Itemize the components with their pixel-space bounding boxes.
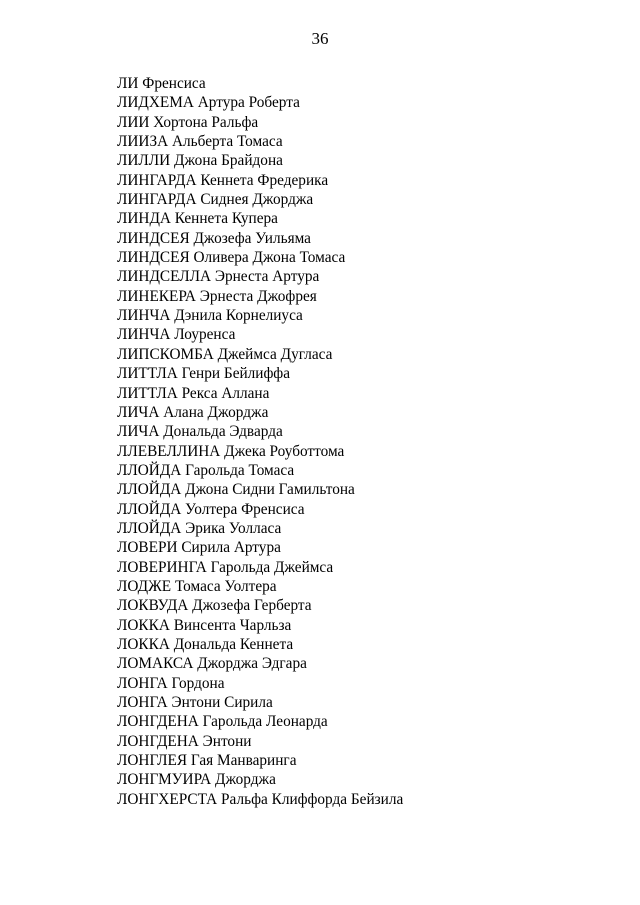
list-item: ЛОНГДЕНА Гарольда Леонарда — [117, 713, 328, 731]
list-item: ЛИЧА Алана Джорджа — [117, 403, 269, 421]
list-item: ЛОНГДЕНА Энтони — [117, 732, 252, 750]
list-item: ЛИ Френсиса — [117, 75, 206, 92]
list-item: ЛИЛЛИ Джона Брайдона — [117, 152, 283, 170]
list-item: ЛИНДА Кеннета Купера — [117, 210, 278, 228]
list-item: ЛОДЖЕ Томаса Уолтера — [117, 577, 277, 595]
page-number: 36 — [311, 29, 329, 48]
list-item: ЛИПСКОМБА Джеймса Дугласа — [117, 345, 333, 363]
list-item: ЛИНЕКЕРА Эрнеста Джофрея — [117, 287, 317, 305]
list-item: ЛИНГАРДА Кеннета Фредерика — [117, 171, 329, 189]
list-item: ЛОНГХЕРСТА Ральфа Клиффорда Бейзила — [117, 790, 404, 808]
list-item: ЛОКВУДА Джозефа Герберта — [117, 597, 312, 615]
list-item: ЛОМАКСА Джорджа Эдгара — [117, 655, 307, 673]
list-item: ЛИЧА Дональда Эдварда — [117, 423, 283, 441]
list-item: ЛОНГА Гордона — [117, 674, 225, 692]
list-item: ЛЛЕВЕЛЛИНА Джека Роуботтома — [117, 442, 345, 460]
list-item: ЛИИЗА Альберта Томаса — [117, 133, 283, 151]
list-item: ЛИНЧА Дэнила Корнелиуса — [117, 307, 303, 325]
list-item: ЛИТТЛА Рекса Аллана — [117, 384, 270, 402]
list-item: ЛОНГА Энтони Сирила — [117, 694, 273, 711]
list-item: ЛОНГЛЕЯ Гая Манваринга — [117, 752, 297, 770]
list-item: ЛОККА Дональда Кеннета — [117, 635, 294, 653]
list-item: ЛИТТЛА Генри Бейлиффа — [117, 365, 291, 383]
list-item: ЛИНДСЕЯ Джозефа Уильяма — [117, 229, 311, 247]
list-item: ЛИНДСЕЯ Оливера Джона Томаса — [117, 249, 346, 267]
list-item: ЛЛОЙДА Эрика Уолласа — [117, 519, 282, 537]
list-item: ЛОККА Винсента Чарльза — [117, 616, 292, 634]
list-item: ЛИНЧА Лоуренса — [117, 326, 236, 344]
list-item: ЛЛОЙДА Уолтера Френсиса — [117, 500, 305, 518]
list-item: ЛИНГАРДА Сиднея Джорджа — [117, 191, 314, 209]
list-item: ЛОВЕРИ Сирила Артура — [117, 539, 281, 557]
list-item: ЛЛОЙДА Джона Сидни Гамильтона — [117, 481, 355, 499]
list-item: ЛИИ Хортона Ральфа — [117, 113, 259, 131]
list-item: ЛИНДСЕЛЛА Эрнеста Артура — [117, 268, 320, 286]
list-item: ЛОНГМУИРА Джорджа — [117, 771, 276, 789]
list-item: ЛОВЕРИНГА Гарольда Джеймса — [117, 558, 334, 576]
list-item: ЛИДХЕМА Артура Роберта — [117, 94, 300, 112]
name-list — [117, 74, 403, 809]
list-item: ЛЛОЙДА Гарольда Томаса — [117, 461, 295, 479]
